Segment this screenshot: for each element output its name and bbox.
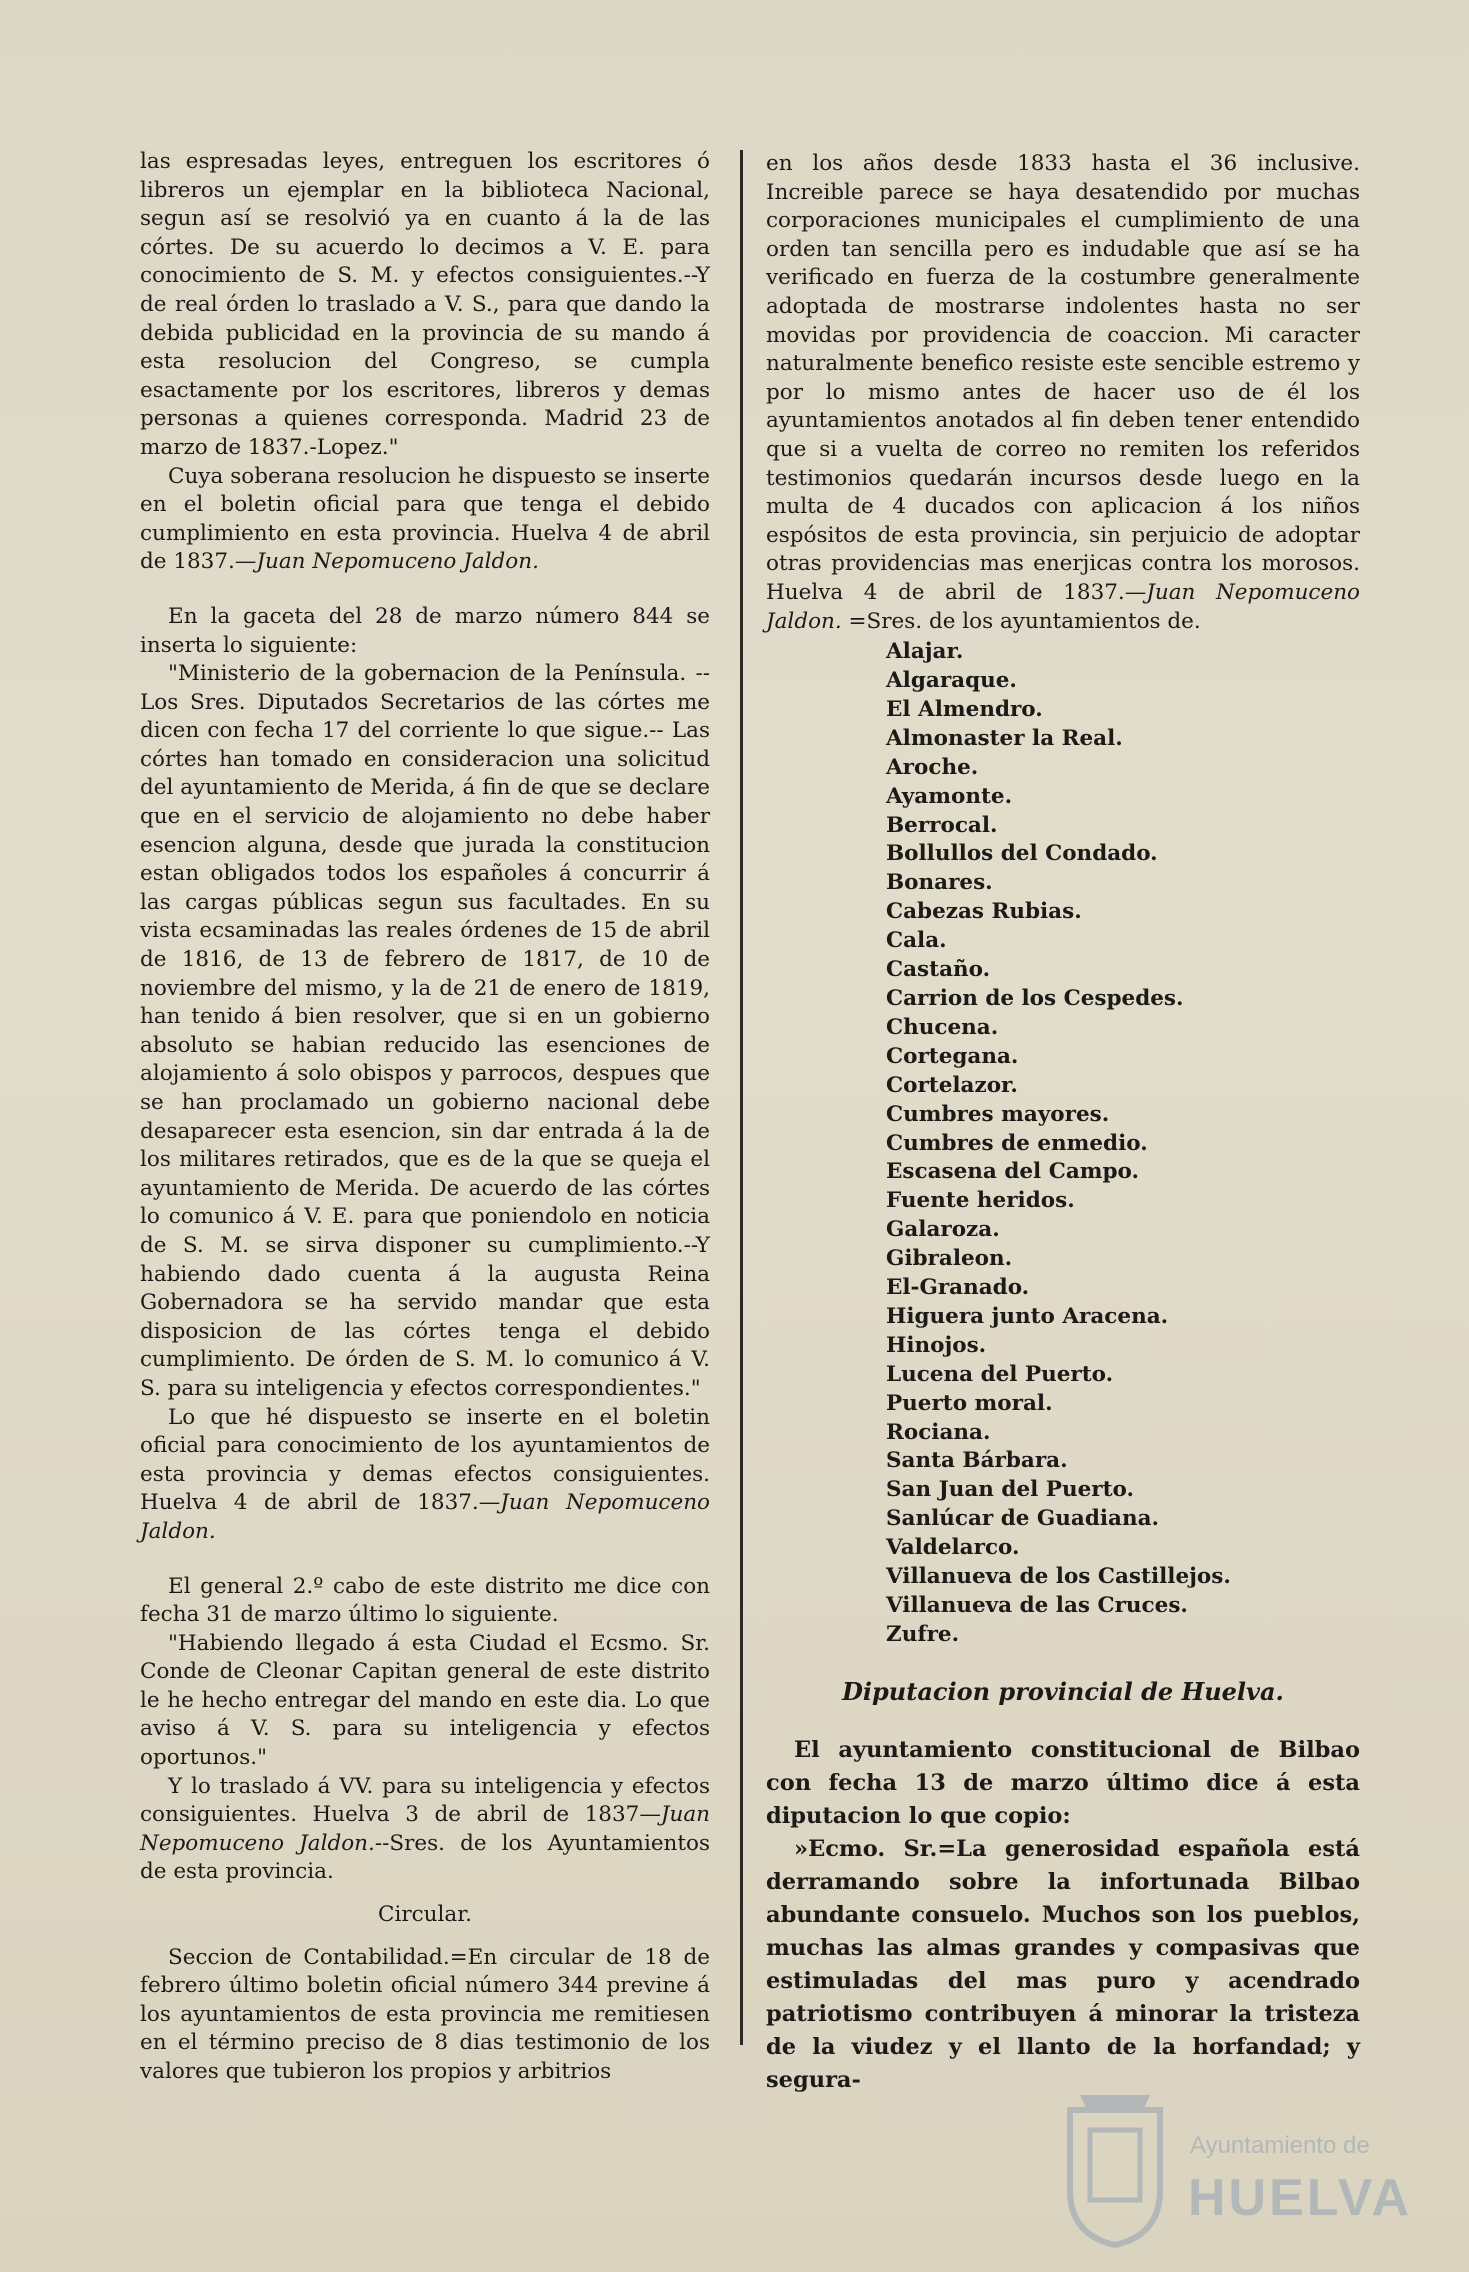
- left-column: [140, 148, 710, 2087]
- town-item: San Juan del Puerto.: [886, 1477, 1134, 1503]
- paragraph: El ayuntamiento constitucional de Bilbao con fecha 13 de marzo último dice á esta diputacion lo que copio:: [766, 1736, 1360, 1829]
- paragraph: »Ecmo. Sr.=La generosidad española está derramando sobre la infortunada Bilbao abundante consuelo. Muchos son los pueblos, muchas las almas grandes y compasivas que estimuladas del mas puro y acendrado patriotismo contribuyen á minorar la tristeza de la viudez y el llanto de la horfandad; y segura-: [766, 1835, 1360, 2093]
- paragraph-text: --Sres. de los Ayuntamientos de esta provincia.: [140, 1830, 711, 1885]
- section-title: Circular.: [378, 1902, 472, 1928]
- town-item: Algaraque.: [886, 668, 1017, 693]
- signature: —Juan Nepomuceno Jaldon.: [140, 1490, 710, 1544]
- town-item: Cortegana.: [886, 1043, 1019, 1069]
- signature: —Juan Nepomuceno Jaldon.: [234, 549, 539, 575]
- town-item: Ayamonte.: [886, 783, 1013, 809]
- town-item: Castaño.: [886, 957, 991, 983]
- paragraph: Seccion de Contabilidad.=En circular de 18 de febrero último boletin oficial número 344 previne á los ayuntamientos de esta provincia me remitiesen en el término preciso de 8 dias testimonio de los valores que tubieron los propios y arbitrios: [140, 1944, 710, 2084]
- signature: —Juan Nepomuceno Jaldon.: [766, 579, 1360, 634]
- city-logo-watermark: [1060, 2090, 1413, 2260]
- paragraph: En la gaceta del 28 de marzo número 844 se inserta lo siguiente:: [140, 603, 710, 658]
- town-item: Escasena del Campo.: [886, 1159, 1139, 1185]
- section-heading: Diputacion provincial de Huelva.: [842, 1676, 1284, 1706]
- watermark-line1: Ayuntamiento de: [1190, 2132, 1370, 2159]
- town-item: El-Granado.: [886, 1275, 1030, 1301]
- paragraph: [766, 150, 1360, 636]
- town-item: Gibraleon.: [886, 1246, 1013, 1272]
- town-item: Cabezas Rubias.: [886, 899, 1082, 925]
- town-item: Cortelazor.: [886, 1072, 1018, 1098]
- town-item: Galaroza.: [886, 1217, 1000, 1243]
- town-item: Bollullos del Condado.: [886, 841, 1158, 867]
- town-item: Higuera junto Aracena.: [886, 1303, 1169, 1329]
- town-item: Villanueva de los Castillejos.: [886, 1564, 1231, 1590]
- town-item: Sanlúcar de Guadiana.: [886, 1506, 1160, 1532]
- town-item: Bonares.: [886, 870, 993, 896]
- town-item: Zufre.: [886, 1621, 960, 1647]
- column-divider: [740, 150, 743, 2045]
- paragraph-text: Y lo traslado á VV. para su inteligencia y efectos consiguientes. Huelva 3 de abril de 1837—: [140, 1773, 710, 1828]
- paragraph-text: Cuya soberana resolucion he dispuesto se inserte en el boletin oficial para que tenga el debido cumplimiento en esta provincia. Huelva 4 de abril de 1837.: [140, 463, 710, 575]
- coat-of-arms-icon: [1060, 2090, 1170, 2250]
- paragraph: "Ministerio de la gobernacion de la Península. --Los Sres. Diputados Secretarios de las córtes me dicen con fecha 17 del corriente lo que sigue.-- Las córtes han tomado en consideracion una solicitud del ayuntamiento de Merida, á fin de que se declare que en el servicio de alojamiento no debe haber esencion alguna, desde que jurada la constitucion estan obligados todos los españoles á concurrir á las cargas públicas segun sus facultades. En su vista ecsaminadas las reales órdenes de 15 de abril de 1816, de 13 de febrero de 1817, de 10 de noviembre del mismo, y la de 21 de enero de 1819, han tenido á bien resolver, que si en un gobierno absoluto se habian reducido las esenciones de alojamiento á solo obispos y parrocos, despues que se han proclamado un gobierno nacional debe desaparecer esta esencion, sin dar entrada á la de los militares retirados, que es de la que se queja el ayuntamiento de Merida. De acuerdo de las córtes lo comunico á V. E. para que poniendolo en noticia de S. M. se sirva disponer su cumplimiento.--Y habiendo dado cuenta á la augusta Reina Gobernadora se ha servido mandar que esta disposicion de las córtes tenga el debido cumplimiento. De órden de S. M. lo comunico á V. S. para su inteligencia y efectos correspondientes.": [140, 661, 710, 1401]
- right-column: [766, 150, 1360, 2097]
- town-item: El Almendro.: [886, 696, 1043, 722]
- signature: Juan Nepomuceno Jaldon.: [140, 1802, 710, 1856]
- town-item: Hinojos.: [886, 1332, 987, 1358]
- paragraph-text: Lo que hé dispuesto se inserte en el boletin oficial para conocimiento de los ayuntamientos de esta provincia y demas efectos consiguientes. Huelva 4 de abril de 1837.: [140, 1404, 710, 1516]
- paragraph: las espresadas leyes, entreguen los escritores ó libreros un ejemplar en la biblioteca Nacional, segun así se resolvió ya en cuanto á la de las córtes. De su acuerdo lo decimos a V. E. para conocimiento de S. M. y efectos consiguientes.--Y de real órden lo traslado a V. S., para que dando la debida publicidad en la provincia de su mando á esta resolucion del Congreso, se cumpla esactamente por los escritores, libreros y demas personas a quienes corresponda. Madrid 23 de marzo de 1837.-Lopez.": [140, 149, 710, 460]
- town-item: Almonaster la Real.: [886, 725, 1123, 751]
- paragraph: "Habiendo llegado á esta Ciudad el Ecsmo. Sr. Conde de Cleonar Capitan general de este distrito le he hecho entregar del mando en este dia. Lo que aviso á V. S. para su inteligencia y efectos oportunos.": [140, 1630, 710, 1771]
- town-item: Cumbres mayores.: [886, 1101, 1110, 1127]
- paragraph: [140, 1404, 710, 1547]
- town-item: Berrocal.: [886, 812, 998, 838]
- town-item: Puerto moral.: [886, 1390, 1053, 1416]
- town-list: [886, 638, 1360, 1650]
- town-item: Chucena.: [886, 1014, 999, 1040]
- town-item: Valdelarco.: [886, 1535, 1020, 1561]
- town-item: Aroche.: [886, 754, 979, 780]
- town-item: Cala.: [886, 928, 947, 954]
- town-item: Santa Bárbara.: [886, 1448, 1068, 1474]
- town-item: Villanueva de las Cruces.: [886, 1593, 1188, 1618]
- paragraph: [140, 463, 710, 577]
- paragraph-text: =Sres. de los ayuntamientos de.: [841, 608, 1201, 634]
- town-item: Alajar.: [886, 639, 964, 665]
- paragraph-text: en los años desde 1833 hasta el 36 inclusive. Increible parece se haya desatendido por muchas corporaciones municipales el cumplimiento de una orden tan sencilla pero es indudable que así se ha verificado en fuerza de la costumbre generalmente adoptada de mostrarse indolentes hasta no ser movidas por providencia de coaccion. Mi caracter naturalmente benefico resiste este sencible estremo y por lo mismo antes de hacer uso de él los ayuntamientos anotados al fin deben tener entendido que si a vuelta de correo no remiten los referidos testimonios quedarán incursos desde luego en la multa de 4 ducados con aplicacion á los niños espósitos de esta provincia, sin perjuicio de adoptar otras providencias mas enerjicas contra los morosos. Huelva 4 de abril de 1837.: [766, 151, 1360, 605]
- town-item: Fuente heridos.: [886, 1188, 1075, 1214]
- town-item: Lucena del Puerto.: [886, 1361, 1114, 1387]
- town-item: Cumbres de enmedio.: [886, 1130, 1148, 1156]
- town-item: Rociana.: [886, 1419, 991, 1445]
- town-item: Carrion de los Cespedes.: [886, 985, 1184, 1011]
- paragraph: [140, 1773, 710, 1887]
- paragraph: El general 2.º cabo de este distrito me dice con fecha 31 de marzo último lo siguiente.: [140, 1573, 710, 1628]
- watermark-line2: HUELVA: [1188, 2169, 1413, 2227]
